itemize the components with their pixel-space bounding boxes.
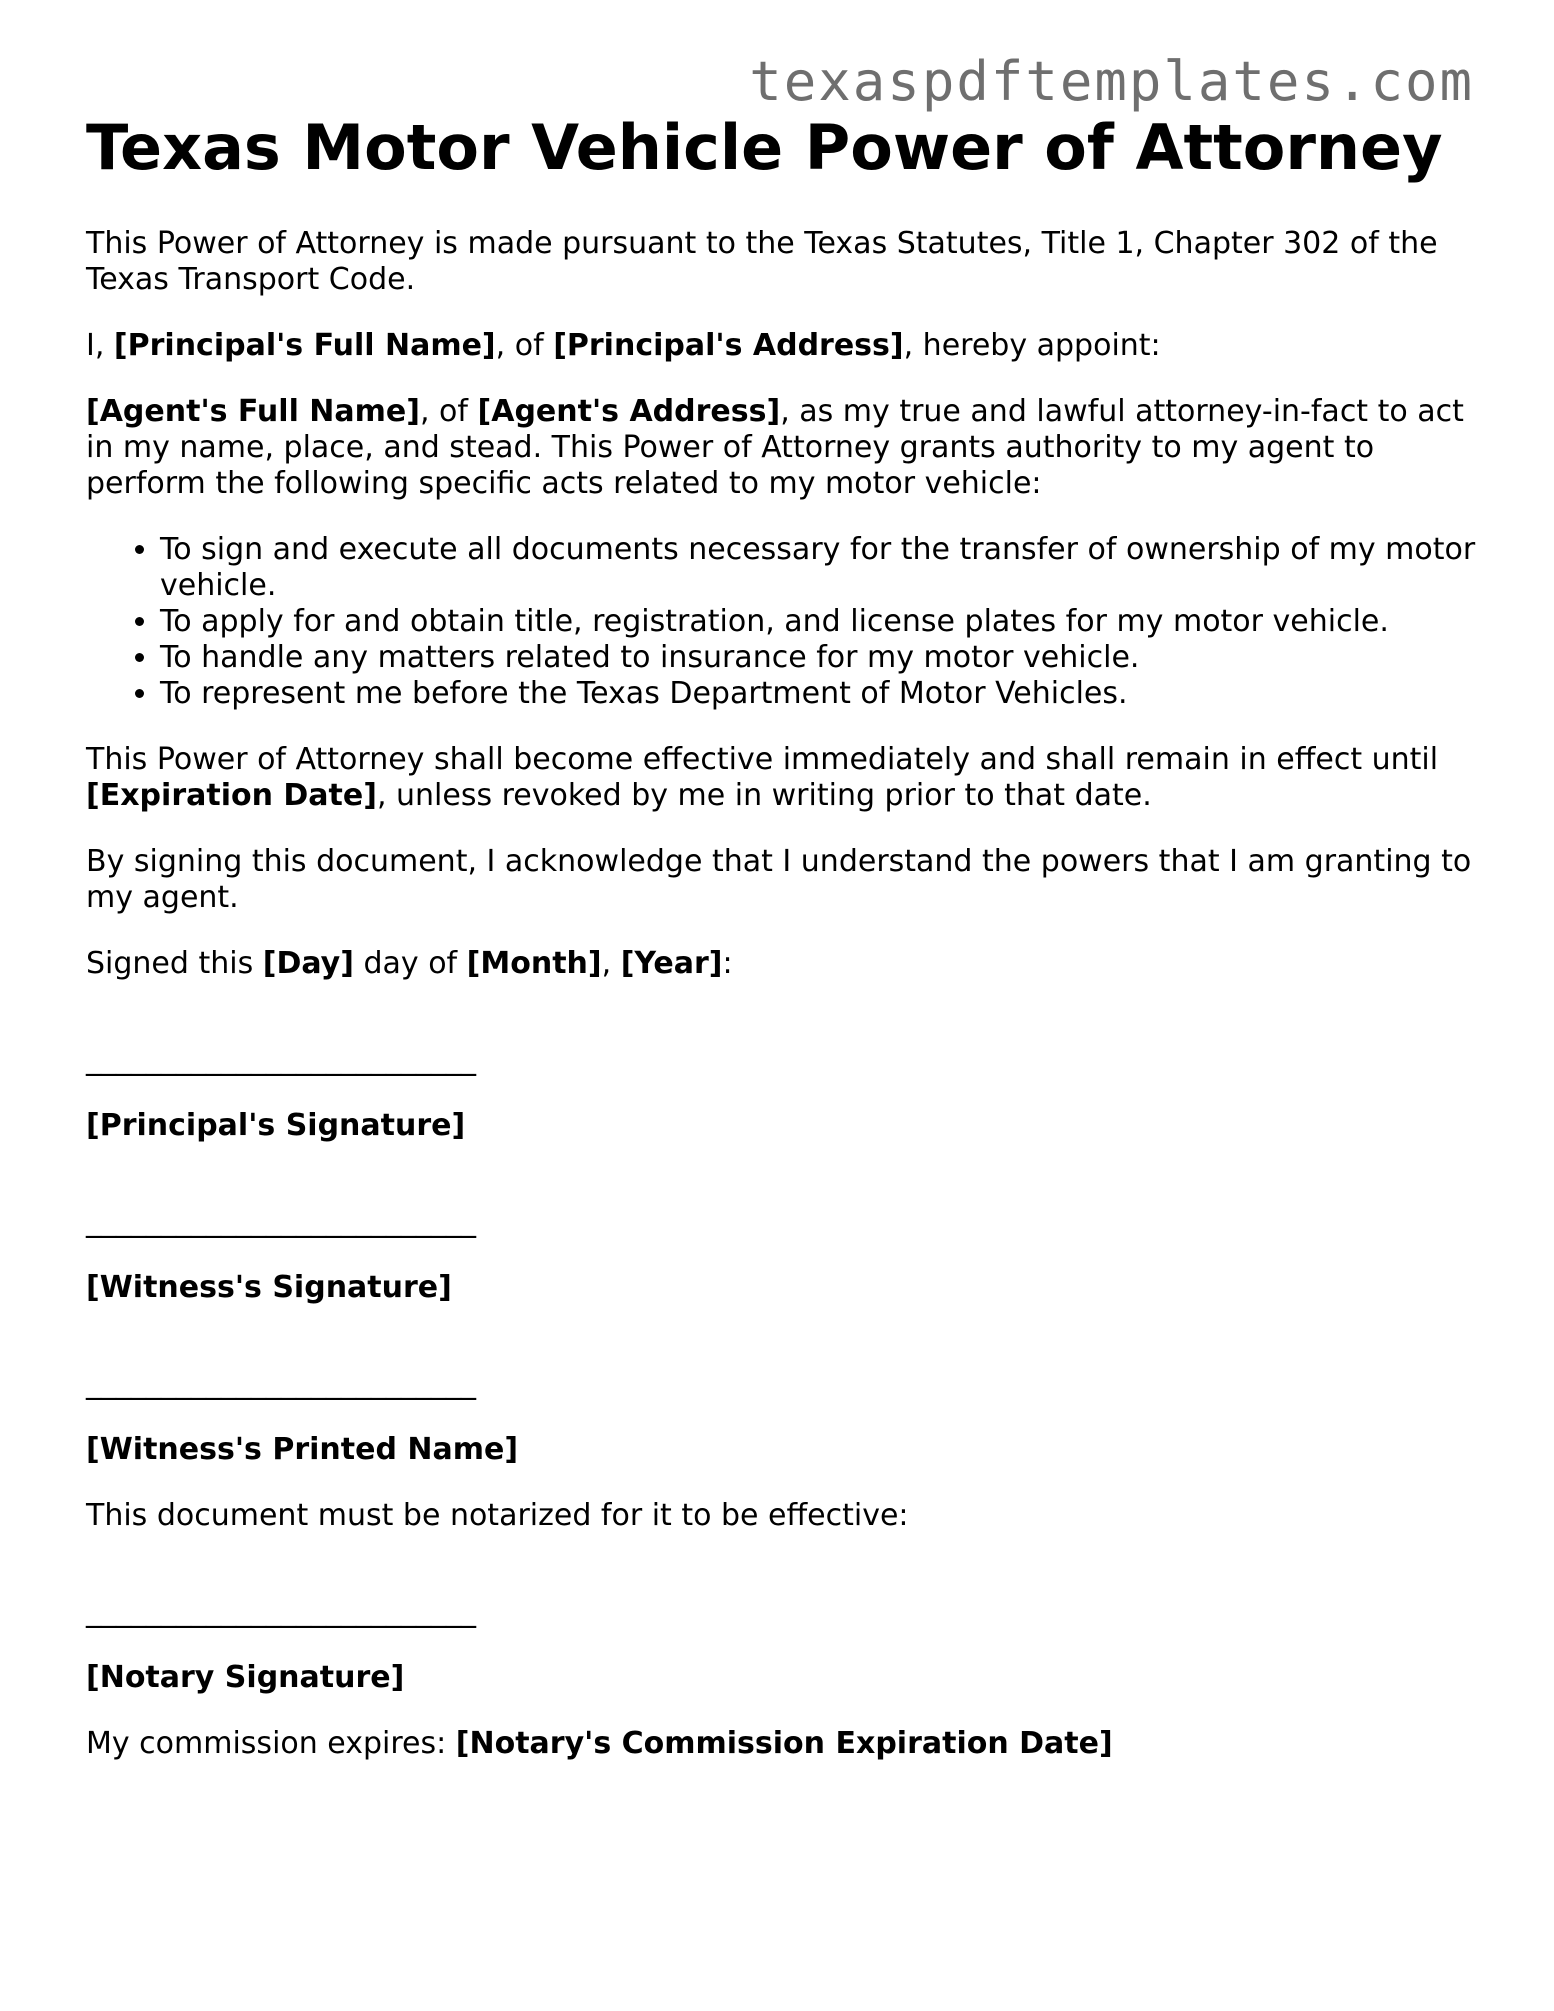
witness-name-line: __________________________ [86, 1366, 476, 1401]
notary-signature-label [86, 1660, 1476, 1696]
signed-prefix: Signed this [86, 946, 263, 981]
spacer [86, 1174, 1476, 1204]
agent-paragraph [86, 394, 1476, 502]
spacer [86, 1564, 1476, 1594]
signed-date-line [86, 946, 1476, 982]
principal-address-placeholder: [Principal's Address] [553, 328, 904, 363]
appoint-of-text: , of [495, 328, 554, 363]
witness-signature-line: __________________________ [86, 1204, 476, 1239]
month-placeholder: [Month] [466, 946, 602, 981]
power-item: • To handle any matters related to insurance for my motor vehicle. [160, 640, 1476, 676]
appoint-prefix: I, [86, 328, 114, 363]
power-item: • To represent me before the Texas Department of Motor Vehicles. [160, 676, 1476, 712]
commission-line [86, 1726, 1476, 1762]
power-item: • To sign and execute all documents necessary for the transfer of ownership of my motor vehicle. [160, 532, 1476, 604]
commission-date-placeholder: [Notary's Commission Expiration Date] [455, 1726, 1113, 1761]
intro-paragraph: This Power of Attorney is made pursuant to the Texas Statutes, Title 1, Chapter 302 of the Texas Transport Code. [86, 226, 1438, 297]
effective-after-text: , unless revoked by me in writing prior to that date. [376, 778, 1152, 813]
principal-name-placeholder: [Principal's Full Name] [113, 328, 496, 363]
signed-comma: , [601, 946, 621, 981]
principal-signature-label [86, 1108, 1476, 1144]
acknowledgement-paragraph: By signing this document, I acknowledge that I understand the powers that I am granting to my agent. [86, 844, 1472, 915]
signed-day-of: day of [353, 946, 467, 981]
notary-signature-text: [Notary Signature] [86, 1660, 405, 1695]
powers-list [86, 532, 1476, 712]
witness-printed-name-text: [Witness's Printed Name] [86, 1432, 519, 1467]
day-placeholder: [Day] [262, 946, 354, 981]
spacer [86, 1336, 1476, 1366]
effective-before-text: This Power of Attorney shall become effective immediately and shall remain in effect until [86, 742, 1439, 777]
effective-paragraph [86, 742, 1476, 814]
agent-of-text: , of [419, 394, 478, 429]
principal-signature-text: [Principal's Signature] [86, 1108, 466, 1143]
expiration-date-placeholder: [Expiration Date] [86, 778, 377, 813]
year-placeholder: [Year] [620, 946, 723, 981]
notary-signature-line: __________________________ [86, 1594, 476, 1629]
notary-note: This document must be notarized for it to be effective: [86, 1498, 909, 1533]
commission-label: My commission expires: [86, 1726, 456, 1761]
signed-colon: : [722, 946, 733, 981]
spacer [86, 1012, 1476, 1042]
document-body [86, 108, 1476, 1792]
witness-printed-name-label [86, 1432, 1476, 1468]
agent-authority-text: , as my true and lawful attorney-in-fact to act in my name, place, and stead. This Power of Attorney grants authority to my agent to perform the following specific acts related to my motor vehicle: [86, 394, 1464, 501]
agent-name-placeholder: [Agent's Full Name] [86, 394, 420, 429]
watermark: texaspdftemplates.com [749, 50, 1474, 113]
appoint-suffix: , hereby appoint: [903, 328, 1161, 363]
appointment-paragraph [86, 328, 1476, 364]
power-item: • To apply for and obtain title, registration, and license plates for my motor vehicle. [160, 604, 1476, 640]
principal-signature-line: __________________________ [86, 1042, 476, 1077]
agent-address-placeholder: [Agent's Address] [477, 394, 781, 429]
witness-signature-label [86, 1270, 1476, 1306]
witness-signature-text: [Witness's Signature] [86, 1270, 452, 1305]
document-title: Texas Motor Vehicle Power of Attorney [86, 111, 1443, 184]
